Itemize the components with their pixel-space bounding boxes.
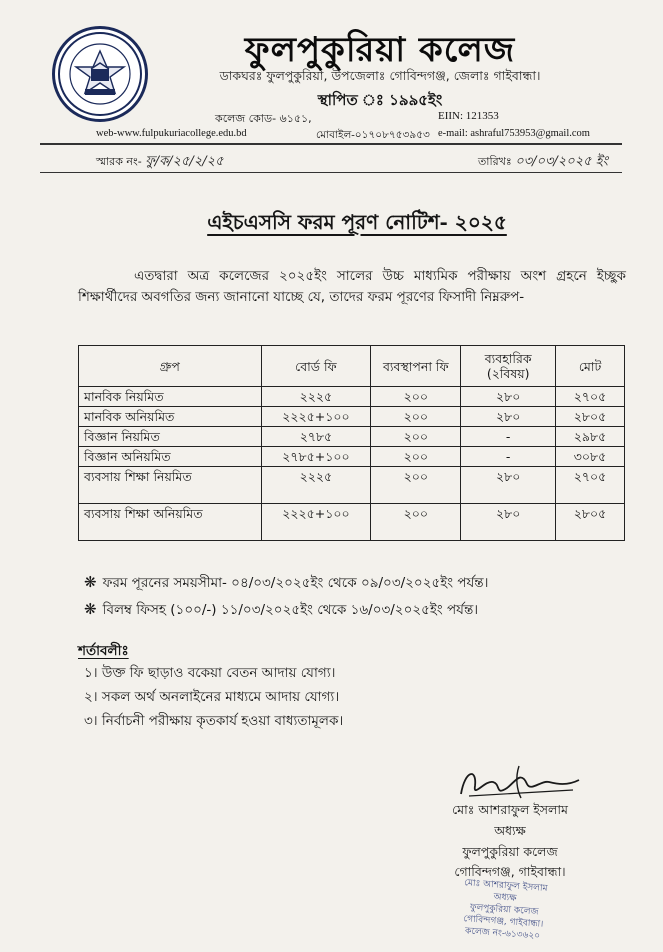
signatory-college: ফুলপুকুরিয়া কলেজ bbox=[462, 844, 558, 859]
college-code: কলেজ কোড- ৬১৫১, bbox=[215, 112, 312, 125]
fee-table bbox=[78, 345, 625, 541]
timeline-item bbox=[84, 599, 478, 622]
group-cell: মানবিক নিয়মিত bbox=[79, 387, 262, 407]
total-cell: ২৮০৫ bbox=[556, 407, 625, 427]
total-cell: ৩০৮৫ bbox=[556, 447, 625, 467]
seal-line: অধ্যক্ষ bbox=[493, 892, 517, 904]
practical-fee-cell: ২৮০ bbox=[461, 467, 556, 504]
college-name: ফুলপুকুরিয়া কলেজ bbox=[244, 30, 516, 70]
seal-line: মোঃ আশরাফুল ইসলাম bbox=[463, 878, 548, 894]
handwritten-signature-icon bbox=[455, 760, 585, 804]
total-cell: ২৭০৫ bbox=[556, 467, 625, 504]
table-row bbox=[79, 467, 625, 504]
seal-line: ফুলপুকুরিয়া কলেজ bbox=[469, 902, 539, 918]
memo-value: ফু/ক/২৫/২/২৫ bbox=[145, 154, 224, 169]
memo-reference bbox=[96, 152, 224, 173]
header-practical-fee: ব্যবহারিক (২বিষয়) bbox=[461, 346, 556, 387]
reference-divider bbox=[40, 172, 622, 173]
management-fee-cell: ২০০ bbox=[371, 447, 461, 467]
total-cell: ২৭০৫ bbox=[556, 387, 625, 407]
signatory-designation: অধ্যক্ষ bbox=[494, 823, 526, 838]
total-cell: ২৮০৫ bbox=[556, 504, 625, 541]
term-item: ২। সকল অর্থ অনলাইনের মাধ্যমে আদায় যোগ্য। bbox=[84, 689, 340, 705]
terms-title: শর্তাবলীঃ bbox=[78, 643, 129, 659]
signatory-location: গোবিন্দগঞ্জ, গাইবান্ধা। bbox=[454, 864, 566, 879]
table-row bbox=[79, 447, 625, 467]
table-row bbox=[79, 387, 625, 407]
signatory-name: মোঃ আশরাফুল ইসলাম bbox=[452, 802, 568, 817]
website-link[interactable]: web-www.fulpukuriacollege.edu.bd bbox=[96, 128, 247, 139]
seal-line: কলেজ নং-৬১৩৬২০ bbox=[464, 926, 541, 942]
group-cell: ব্যবসায় শিক্ষা নিয়মিত bbox=[79, 467, 262, 504]
timeline-item bbox=[84, 572, 488, 595]
timeline-text: বিলম্ব ফিসহ (১০০/-) ১১/০৩/২০২৫ইং থেকে ১৬/০৩/২০২৫ইং পর্যন্ত। bbox=[102, 602, 479, 618]
college-emblem-icon bbox=[52, 26, 148, 122]
practical-fee-cell: - bbox=[461, 447, 556, 467]
header-management-fee: ব্যবস্থাপনা ফি bbox=[371, 346, 461, 387]
group-cell: মানবিক অনিয়মিত bbox=[79, 407, 262, 427]
practical-fee-cell: ২৮০ bbox=[461, 407, 556, 427]
notice-title: এইচএসসি ফরম পূরণ নোটিশ- ২০২৫ bbox=[207, 210, 507, 234]
seal-line: গোবিন্দগঞ্জ, গাইবান্ধা। bbox=[463, 914, 544, 930]
header-divider bbox=[40, 143, 622, 145]
header-board-fee: বোর্ড ফি bbox=[261, 346, 371, 387]
table-row bbox=[79, 427, 625, 447]
established-year: স্থাপিত ঃ ১৯৯৫ইং bbox=[317, 91, 443, 109]
board-fee-cell: ২২২৫ bbox=[261, 467, 371, 504]
term-item: ৩। নির্বাচনী পরীক্ষায় কৃতকার্য হওয়া বাধ্যতামূলক। bbox=[84, 713, 344, 729]
date-label: তারিখঃ bbox=[478, 155, 512, 168]
college-address: ডাকঘরঃ ফুলপুকুরিয়া, উপজেলাঃ গোবিন্দগঞ্জ, জেলাঃ গাইবান্ধা। bbox=[219, 68, 541, 83]
board-fee-cell: ২৭৮৫ bbox=[261, 427, 371, 447]
official-seal-stamp bbox=[418, 874, 590, 952]
management-fee-cell: ২০০ bbox=[371, 387, 461, 407]
management-fee-cell: ২০০ bbox=[371, 427, 461, 447]
asterism-icon: ❋ bbox=[84, 600, 97, 618]
practical-fee-cell: ২৮০ bbox=[461, 504, 556, 541]
management-fee-cell: ২০০ bbox=[371, 467, 461, 504]
eiin-number: EIIN: 121353 bbox=[438, 110, 499, 122]
header-total: মোট bbox=[556, 346, 625, 387]
practical-fee-cell: ২৮০ bbox=[461, 387, 556, 407]
notice-intro: এতদ্বারা অত্র কলেজের ২০২৫ইং সালের উচ্চ মাধ্যমিক পরীক্ষায় অংশ গ্রহনে ইচ্ছুক শিক্ষার্থীদের অবগতির জন্য জানানো যাচ্ছে যে, তাদের ফরম পূরণের ফিসাদী নিম্নরুপ- bbox=[78, 268, 626, 305]
fee-table-header bbox=[79, 346, 625, 387]
management-fee-cell: ২০০ bbox=[371, 504, 461, 541]
group-cell: বিজ্ঞান অনিয়মিত bbox=[79, 447, 262, 467]
board-fee-cell: ২২২৫+১০০ bbox=[261, 504, 371, 541]
total-cell: ২৯৮৫ bbox=[556, 427, 625, 447]
group-cell: বিজ্ঞান নিয়মিত bbox=[79, 427, 262, 447]
timeline-text: ফরম পূরনের সময়সীমা- ০৪/০৩/২০২৫ইং থেকে ০৯/০৩/২০২৫ইং পর্যন্ত। bbox=[102, 575, 489, 591]
email-address[interactable]: e-mail: ashraful753953@gmail.com bbox=[438, 128, 590, 139]
group-cell: ব্যবসায় শিক্ষা অনিয়মিত bbox=[79, 504, 262, 541]
memo-label: স্মারক নং- bbox=[96, 155, 142, 168]
board-fee-cell: ২২২৫ bbox=[261, 387, 371, 407]
asterism-icon: ❋ bbox=[84, 573, 97, 591]
notice-date bbox=[478, 152, 608, 173]
table-row bbox=[79, 407, 625, 427]
date-value: ০৩/০৩/২০২৫ ইং bbox=[515, 154, 609, 169]
term-item: ১। উক্ত ফি ছাড়াও বকেয়া বেতন আদায় যোগ্য। bbox=[84, 665, 336, 681]
header-group: গ্রুপ bbox=[79, 346, 262, 387]
table-row bbox=[79, 504, 625, 541]
board-fee-cell: ২৭৮৫+১০০ bbox=[261, 447, 371, 467]
mobile-number: মোবাইল-০১৭০৮৭৫৩৯৫৩ bbox=[316, 130, 430, 141]
practical-fee-cell: - bbox=[461, 427, 556, 447]
management-fee-cell: ২০০ bbox=[371, 407, 461, 427]
board-fee-cell: ২২২৫+১০০ bbox=[261, 407, 371, 427]
